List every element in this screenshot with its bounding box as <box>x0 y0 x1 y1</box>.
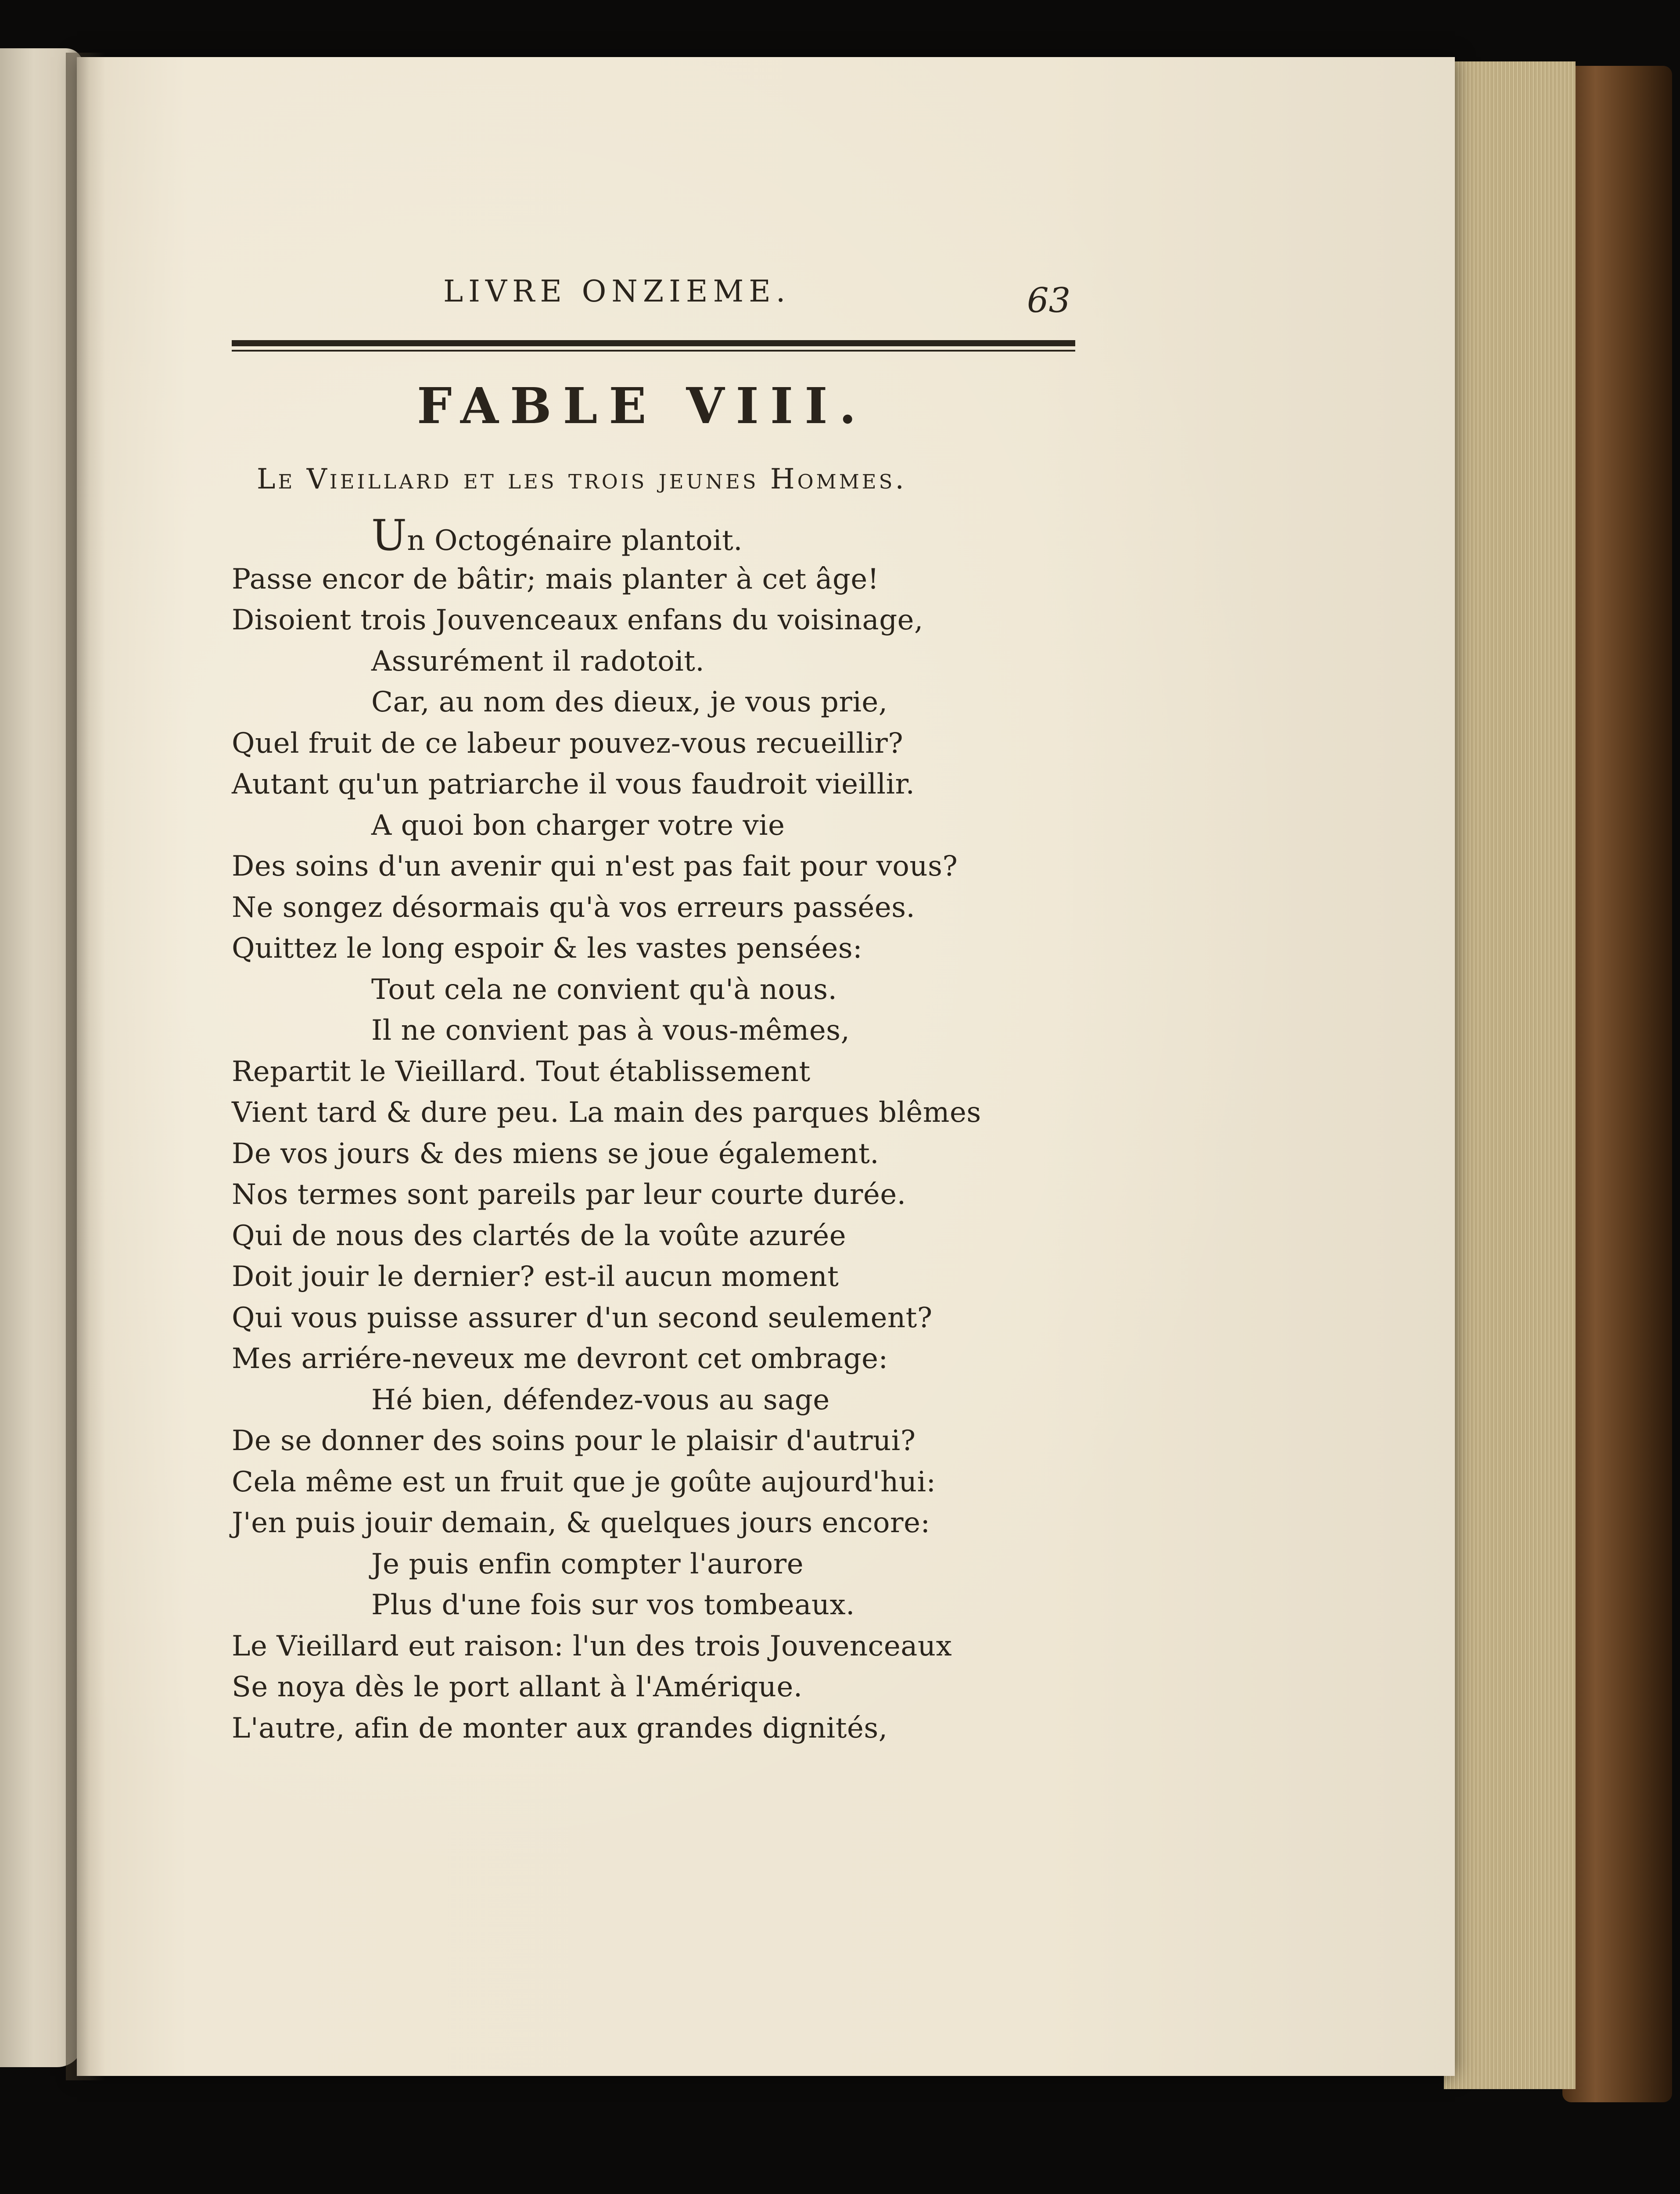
verse-line: Quel fruit de ce labeur pouvez-vous recueillir? <box>232 727 904 760</box>
verse-line: Assurément il radotoit. <box>371 645 705 678</box>
first-line-text: n Octogénaire plantoit. <box>407 524 743 557</box>
gutter-shadow <box>66 53 105 2080</box>
verse-line: A quoi bon charger votre vie <box>371 809 785 842</box>
verse-line: L'autre, afin de monter aux grandes dignités, <box>232 1712 888 1745</box>
verse-line: Quittez le long espoir & les vastes pensées: <box>232 932 863 965</box>
verse-line: Qui de nous des clartés de la voûte azurée <box>232 1219 847 1252</box>
verse-line: Tout cela ne convient qu'à nous. <box>371 973 837 1006</box>
verse-line: Ne songez désormais qu'à vos erreurs passées. <box>232 891 915 924</box>
verse-line: Nos termes sont pareils par leur courte durée. <box>232 1178 906 1211</box>
verse-line: Car, au nom des dieux, je vous prie, <box>371 686 888 718</box>
verse-line: Se noya dès le port allant à l'Amérique. <box>232 1671 803 1703</box>
verse-line: Doit jouir le dernier? est-il aucun moment <box>232 1260 839 1293</box>
verse-line: Cela même est un fruit que je goûte aujourd'hui: <box>232 1465 936 1498</box>
page-number: 63 <box>1027 281 1071 320</box>
verse-line: Mes arriére-neveux me devront cet ombrage: <box>232 1343 888 1375</box>
leather-cover <box>1562 66 1672 2102</box>
verse-line: Passe encor de bâtir; mais planter à cet âge! <box>232 563 879 596</box>
verse-line: Plus d'une fois sur vos tombeaux. <box>371 1589 855 1621</box>
verse-line: Autant qu'un patriarche il vous faudroit vieillir. <box>232 768 915 801</box>
verse-line: Des soins d'un avenir qui n'est pas fait pour vous? <box>232 850 958 883</box>
verse-line: Repartit le Vieillard. Tout établissement <box>232 1055 811 1088</box>
verse-line: J'en puis jouir demain, & quelques jours encore: <box>232 1507 930 1539</box>
verse-line: Qui vous puisse assurer d'un second seulement? <box>232 1301 933 1334</box>
verse-body <box>232 511 981 1749</box>
verse-line: Disoient trois Jouvenceaux enfans du voisinage, <box>232 604 923 636</box>
verse-line: Hé bien, défendez-vous au sage <box>371 1383 830 1416</box>
verse-line: Je puis enfin compter l'aurore <box>371 1548 804 1580</box>
verse-line: De vos jours & des miens se joue également. <box>232 1137 879 1170</box>
verse-line: Il ne convient pas à vous-mêmes, <box>371 1014 850 1047</box>
initial-letter: U <box>371 511 407 560</box>
fable-title: FABLE VIII. <box>417 377 868 435</box>
verse-line: De se donner des soins pour le plaisir d'autrui? <box>232 1425 916 1457</box>
running-head: LIVRE ONZIEME. <box>443 274 791 309</box>
verse-line-first <box>232 511 981 560</box>
page-fore-edge <box>1444 61 1576 2089</box>
verse-line: Le Vieillard eut raison: l'un des trois Jouvenceaux <box>232 1630 952 1663</box>
header-rule-thick <box>232 340 1075 346</box>
header-rule-thin <box>232 350 1075 352</box>
fable-subtitle: Le Vieillard et les trois jeunes Hommes. <box>257 463 907 496</box>
verse-line: Vient tard & dure peu. La main des parques blêmes <box>232 1096 981 1129</box>
